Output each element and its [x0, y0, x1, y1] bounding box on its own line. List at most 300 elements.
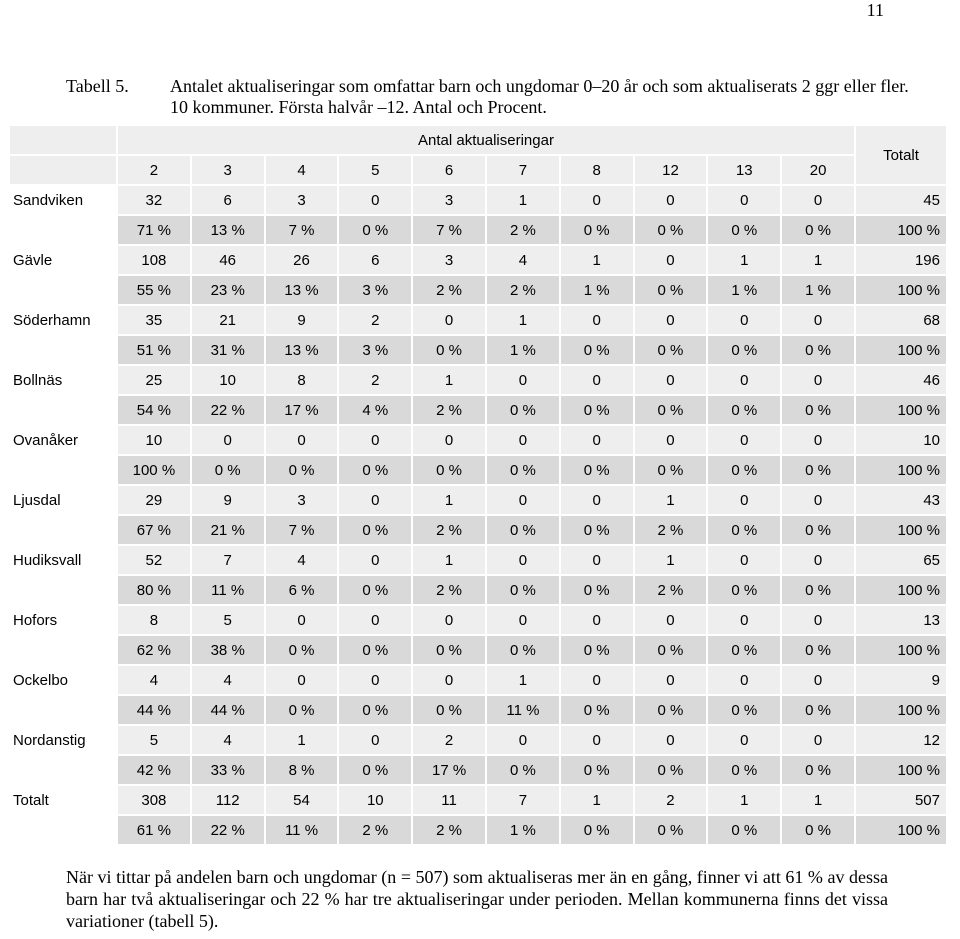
count-cell: 0 [561, 606, 633, 634]
count-cell: 1 [413, 366, 485, 394]
row-total-count: 43 [856, 486, 946, 514]
count-cell: 1 [635, 486, 707, 514]
percent-cell: 0 % [782, 636, 854, 664]
percent-cell: 0 % [413, 456, 485, 484]
count-cell: 4 [487, 246, 559, 274]
count-cell: 10 [118, 426, 190, 454]
count-cell: 0 [561, 726, 633, 754]
percent-cell: 11 % [192, 576, 264, 604]
column-header: 4 [266, 156, 338, 184]
column-header: 8 [561, 156, 633, 184]
count-cell: 0 [266, 606, 338, 634]
table-row-counts [10, 186, 946, 214]
row-total-count: 13 [856, 606, 946, 634]
percent-cell: 0 % [339, 576, 411, 604]
percent-cell: 33 % [192, 756, 264, 784]
percent-cell: 67 % [118, 516, 190, 544]
count-cell: 1 [413, 486, 485, 514]
count-cell: 0 [339, 726, 411, 754]
count-cell: 0 [708, 666, 780, 694]
percent-cell: 2 % [487, 216, 559, 244]
percent-cell: 61 % [118, 816, 190, 844]
row-label: Ovanåker [10, 426, 116, 454]
count-cell: 0 [708, 306, 780, 334]
count-cell: 0 [782, 606, 854, 634]
percent-cell: 62 % [118, 636, 190, 664]
percent-cell: 0 % [487, 636, 559, 664]
count-cell: 26 [266, 246, 338, 274]
percent-cell: 100 % [118, 456, 190, 484]
count-cell: 0 [266, 666, 338, 694]
table-caption [66, 76, 926, 118]
percent-cell: 0 % [561, 696, 633, 724]
count-cell: 0 [413, 426, 485, 454]
percent-cell: 23 % [192, 276, 264, 304]
percent-cell: 44 % [118, 696, 190, 724]
percent-cell: 0 % [708, 456, 780, 484]
column-header: 12 [635, 156, 707, 184]
count-cell: 0 [561, 666, 633, 694]
percent-cell: 11 % [487, 696, 559, 724]
percent-cell: 0 % [487, 456, 559, 484]
percent-cell: 17 % [266, 396, 338, 424]
count-cell: 2 [339, 366, 411, 394]
count-cell: 1 [487, 666, 559, 694]
caption-label: Tabell 5. [66, 76, 129, 96]
percent-cell: 1 % [782, 276, 854, 304]
count-cell: 1 [708, 786, 780, 814]
count-cell: 1 [782, 786, 854, 814]
percent-cell: 1 % [708, 276, 780, 304]
count-cell: 0 [561, 486, 633, 514]
table-row-counts [10, 306, 946, 334]
count-cell: 11 [413, 786, 485, 814]
count-cell: 0 [782, 726, 854, 754]
percent-cell: 0 % [339, 516, 411, 544]
count-cell: 2 [339, 306, 411, 334]
percent-cell: 0 % [561, 636, 633, 664]
percent-cell: 3 % [339, 336, 411, 364]
count-cell: 10 [339, 786, 411, 814]
percent-cell: 0 % [782, 336, 854, 364]
column-header: 7 [487, 156, 559, 184]
table-row-counts [10, 726, 946, 754]
table-row-counts [10, 666, 946, 694]
percent-cell: 42 % [118, 756, 190, 784]
count-cell: 0 [487, 606, 559, 634]
row-total-percent: 100 % [856, 516, 946, 544]
count-cell: 1 [561, 786, 633, 814]
table-row-percents [10, 456, 946, 484]
count-cell: 0 [708, 546, 780, 574]
table-row-counts [10, 606, 946, 634]
percent-cell: 0 % [782, 576, 854, 604]
row-label-spacer [10, 396, 116, 424]
column-header-row [10, 156, 946, 184]
count-cell: 4 [192, 726, 264, 754]
percent-cell: 0 % [708, 576, 780, 604]
count-cell: 35 [118, 306, 190, 334]
count-cell: 0 [635, 306, 707, 334]
percent-cell: 0 % [708, 756, 780, 784]
count-cell: 0 [561, 546, 633, 574]
count-cell: 0 [782, 486, 854, 514]
count-cell: 0 [635, 186, 707, 214]
row-total-count: 10 [856, 426, 946, 454]
percent-cell: 0 % [708, 516, 780, 544]
page-number: 11 [866, 0, 884, 20]
statistics-table [8, 124, 948, 846]
percent-cell: 0 % [413, 336, 485, 364]
count-cell: 3 [413, 186, 485, 214]
count-cell: 0 [192, 426, 264, 454]
percent-cell: 0 % [635, 276, 707, 304]
percent-cell: 0 % [561, 396, 633, 424]
percent-cell: 0 % [487, 756, 559, 784]
percent-cell: 2 % [635, 576, 707, 604]
percent-cell: 0 % [561, 756, 633, 784]
column-header: 20 [782, 156, 854, 184]
row-total-percent: 100 % [856, 336, 946, 364]
count-cell: 4 [192, 666, 264, 694]
percent-cell: 2 % [413, 516, 485, 544]
percent-cell: 71 % [118, 216, 190, 244]
count-cell: 6 [192, 186, 264, 214]
count-cell: 46 [192, 246, 264, 274]
percent-cell: 0 % [413, 636, 485, 664]
column-header: 2 [118, 156, 190, 184]
percent-cell: 2 % [413, 396, 485, 424]
row-label: Gävle [10, 246, 116, 274]
percent-cell: 0 % [708, 336, 780, 364]
count-cell: 0 [782, 366, 854, 394]
count-cell: 6 [339, 246, 411, 274]
percent-cell: 0 % [192, 456, 264, 484]
count-cell: 54 [266, 786, 338, 814]
percent-cell: 0 % [487, 396, 559, 424]
caption-text: Antalet aktualiseringar som omfattar barn och ungdomar 0–20 år och som aktualiserats 2 ggr eller fler. 10 kommuner. Första halvår –12. Antal och Procent. [170, 76, 909, 117]
row-total-count: 68 [856, 306, 946, 334]
count-cell: 7 [192, 546, 264, 574]
percent-cell: 0 % [635, 336, 707, 364]
count-cell: 0 [782, 546, 854, 574]
count-cell: 0 [635, 606, 707, 634]
count-cell: 1 [708, 246, 780, 274]
percent-cell: 0 % [782, 216, 854, 244]
count-cell: 0 [635, 426, 707, 454]
count-cell: 0 [708, 606, 780, 634]
count-cell: 0 [561, 186, 633, 214]
row-total-percent: 100 % [856, 576, 946, 604]
count-cell: 1 [413, 546, 485, 574]
percent-cell: 38 % [192, 636, 264, 664]
row-total-percent: 100 % [856, 396, 946, 424]
count-cell: 0 [339, 186, 411, 214]
row-label-spacer [10, 696, 116, 724]
percent-cell: 0 % [487, 576, 559, 604]
count-cell: 0 [413, 606, 485, 634]
count-cell: 0 [561, 306, 633, 334]
table-row-percents [10, 576, 946, 604]
count-cell: 3 [266, 186, 338, 214]
count-cell: 0 [339, 666, 411, 694]
count-cell: 0 [413, 306, 485, 334]
count-cell: 1 [487, 186, 559, 214]
body-paragraph: När vi tittar på andelen barn och ungdomar (n = 507) som aktualiseras mer än en gång, finner vi att 61 % av dessa barn har två aktualiseringar och 22 % har tre aktualiseringar under perioden. Mellan kommunerna finns det vissa variationer (tabell 5). [66, 867, 888, 931]
count-cell: 8 [266, 366, 338, 394]
count-cell: 0 [635, 666, 707, 694]
row-label: Bollnäs [10, 366, 116, 394]
table-row-percents [10, 216, 946, 244]
count-cell: 108 [118, 246, 190, 274]
row-label-spacer [10, 816, 116, 844]
corner-cell [10, 126, 116, 154]
percent-cell: 8 % [266, 756, 338, 784]
percent-cell: 7 % [413, 216, 485, 244]
column-header: 3 [192, 156, 264, 184]
row-label-spacer [10, 756, 116, 784]
table-body [10, 186, 946, 844]
row-label-spacer [10, 456, 116, 484]
count-cell: 0 [339, 486, 411, 514]
row-label: Hudiksvall [10, 546, 116, 574]
percent-cell: 1 % [561, 276, 633, 304]
column-header: 6 [413, 156, 485, 184]
percent-cell: 0 % [266, 696, 338, 724]
count-cell: 10 [192, 366, 264, 394]
percent-cell: 0 % [339, 756, 411, 784]
percent-cell: 4 % [339, 396, 411, 424]
row-total-percent: 100 % [856, 756, 946, 784]
count-cell: 0 [708, 186, 780, 214]
table-row-counts [10, 246, 946, 274]
percent-cell: 0 % [635, 456, 707, 484]
count-cell: 112 [192, 786, 264, 814]
table-row-percents [10, 336, 946, 364]
count-cell: 0 [708, 426, 780, 454]
count-cell: 0 [635, 366, 707, 394]
percent-cell: 0 % [782, 516, 854, 544]
table-row-percents [10, 696, 946, 724]
percent-cell: 0 % [339, 696, 411, 724]
percent-cell: 0 % [339, 456, 411, 484]
percent-cell: 0 % [635, 396, 707, 424]
row-total-count: 65 [856, 546, 946, 574]
row-total-percent: 100 % [856, 636, 946, 664]
percent-cell: 0 % [561, 216, 633, 244]
percent-cell: 0 % [782, 456, 854, 484]
percent-cell: 0 % [782, 756, 854, 784]
count-cell: 1 [561, 246, 633, 274]
percent-cell: 17 % [413, 756, 485, 784]
percent-cell: 0 % [561, 336, 633, 364]
percent-cell: 0 % [782, 816, 854, 844]
table-row-percents [10, 516, 946, 544]
count-cell: 25 [118, 366, 190, 394]
percent-cell: 0 % [266, 636, 338, 664]
count-cell: 9 [266, 306, 338, 334]
percent-cell: 2 % [413, 576, 485, 604]
percent-cell: 0 % [339, 636, 411, 664]
row-total-count: 507 [856, 786, 946, 814]
count-cell: 5 [192, 606, 264, 634]
count-cell: 3 [413, 246, 485, 274]
row-total-percent: 100 % [856, 696, 946, 724]
row-label: Ljusdal [10, 486, 116, 514]
count-cell: 2 [635, 786, 707, 814]
percent-cell: 0 % [708, 396, 780, 424]
row-total-count: 9 [856, 666, 946, 694]
percent-cell: 21 % [192, 516, 264, 544]
count-cell: 0 [413, 666, 485, 694]
row-label-spacer [10, 576, 116, 604]
percent-cell: 13 % [266, 336, 338, 364]
percent-cell: 3 % [339, 276, 411, 304]
corner-cell [10, 156, 116, 184]
count-cell: 52 [118, 546, 190, 574]
percent-cell: 0 % [635, 696, 707, 724]
row-label: Totalt [10, 786, 116, 814]
percent-cell: 51 % [118, 336, 190, 364]
row-label: Ockelbo [10, 666, 116, 694]
table-row-counts [10, 366, 946, 394]
percent-cell: 0 % [487, 516, 559, 544]
percent-cell: 0 % [339, 216, 411, 244]
count-cell: 2 [413, 726, 485, 754]
count-cell: 0 [339, 546, 411, 574]
total-header: Totalt [856, 126, 946, 184]
table-row-counts [10, 426, 946, 454]
row-total-percent: 100 % [856, 216, 946, 244]
count-cell: 0 [782, 426, 854, 454]
row-total-count: 46 [856, 366, 946, 394]
column-header: 5 [339, 156, 411, 184]
percent-cell: 54 % [118, 396, 190, 424]
percent-cell: 1 % [487, 336, 559, 364]
percent-cell: 44 % [192, 696, 264, 724]
count-cell: 0 [339, 606, 411, 634]
row-label-spacer [10, 216, 116, 244]
percent-cell: 0 % [561, 456, 633, 484]
percent-cell: 0 % [782, 396, 854, 424]
percent-cell: 0 % [635, 816, 707, 844]
percent-cell: 0 % [561, 516, 633, 544]
row-label: Sandviken [10, 186, 116, 214]
row-total-count: 12 [856, 726, 946, 754]
table-row-counts [10, 786, 946, 814]
count-cell: 0 [487, 726, 559, 754]
count-cell: 32 [118, 186, 190, 214]
count-cell: 0 [635, 726, 707, 754]
count-cell: 1 [635, 546, 707, 574]
count-cell: 5 [118, 726, 190, 754]
count-cell: 0 [635, 246, 707, 274]
count-cell: 4 [266, 546, 338, 574]
percent-cell: 2 % [635, 516, 707, 544]
count-cell: 9 [192, 486, 264, 514]
row-total-count: 196 [856, 246, 946, 274]
percent-cell: 2 % [413, 816, 485, 844]
count-cell: 3 [266, 486, 338, 514]
percent-cell: 0 % [708, 216, 780, 244]
percent-cell: 0 % [413, 696, 485, 724]
table-row-percents [10, 816, 946, 844]
count-cell: 0 [487, 546, 559, 574]
row-label-spacer [10, 336, 116, 364]
count-cell: 29 [118, 486, 190, 514]
percent-cell: 11 % [266, 816, 338, 844]
percent-cell: 0 % [266, 456, 338, 484]
row-total-percent: 100 % [856, 816, 946, 844]
percent-cell: 6 % [266, 576, 338, 604]
row-label: Nordanstig [10, 726, 116, 754]
table-row-percents [10, 396, 946, 424]
count-cell: 0 [782, 666, 854, 694]
count-cell: 0 [708, 486, 780, 514]
percent-cell: 1 % [487, 816, 559, 844]
count-cell: 7 [487, 786, 559, 814]
percent-cell: 13 % [266, 276, 338, 304]
percent-cell: 0 % [635, 216, 707, 244]
percent-cell: 0 % [561, 816, 633, 844]
table-row-percents [10, 276, 946, 304]
percent-cell: 0 % [708, 816, 780, 844]
row-label-spacer [10, 516, 116, 544]
percent-cell: 0 % [782, 696, 854, 724]
count-cell: 0 [708, 366, 780, 394]
row-total-percent: 100 % [856, 456, 946, 484]
percent-cell: 0 % [635, 756, 707, 784]
count-cell: 0 [708, 726, 780, 754]
percent-cell: 7 % [266, 516, 338, 544]
percent-cell: 2 % [339, 816, 411, 844]
table-row-percents [10, 636, 946, 664]
count-cell: 1 [266, 726, 338, 754]
count-cell: 0 [266, 426, 338, 454]
count-cell: 0 [782, 306, 854, 334]
row-label: Söderhamn [10, 306, 116, 334]
percent-cell: 31 % [192, 336, 264, 364]
percent-cell: 0 % [561, 576, 633, 604]
percent-cell: 22 % [192, 816, 264, 844]
percent-cell: 13 % [192, 216, 264, 244]
table-row-percents [10, 756, 946, 784]
count-cell: 0 [339, 426, 411, 454]
count-cell: 308 [118, 786, 190, 814]
group-header-row [10, 126, 946, 154]
row-total-count: 45 [856, 186, 946, 214]
count-cell: 8 [118, 606, 190, 634]
row-label-spacer [10, 276, 116, 304]
table-row-counts [10, 546, 946, 574]
table-row-counts [10, 486, 946, 514]
count-cell: 4 [118, 666, 190, 694]
row-total-percent: 100 % [856, 276, 946, 304]
percent-cell: 0 % [708, 636, 780, 664]
percent-cell: 0 % [635, 636, 707, 664]
row-label-spacer [10, 636, 116, 664]
count-cell: 1 [782, 246, 854, 274]
column-header: 13 [708, 156, 780, 184]
percent-cell: 22 % [192, 396, 264, 424]
percent-cell: 7 % [266, 216, 338, 244]
row-label: Hofors [10, 606, 116, 634]
count-cell: 0 [561, 426, 633, 454]
percent-cell: 80 % [118, 576, 190, 604]
count-cell: 0 [487, 486, 559, 514]
percent-cell: 0 % [708, 696, 780, 724]
count-cell: 0 [561, 366, 633, 394]
